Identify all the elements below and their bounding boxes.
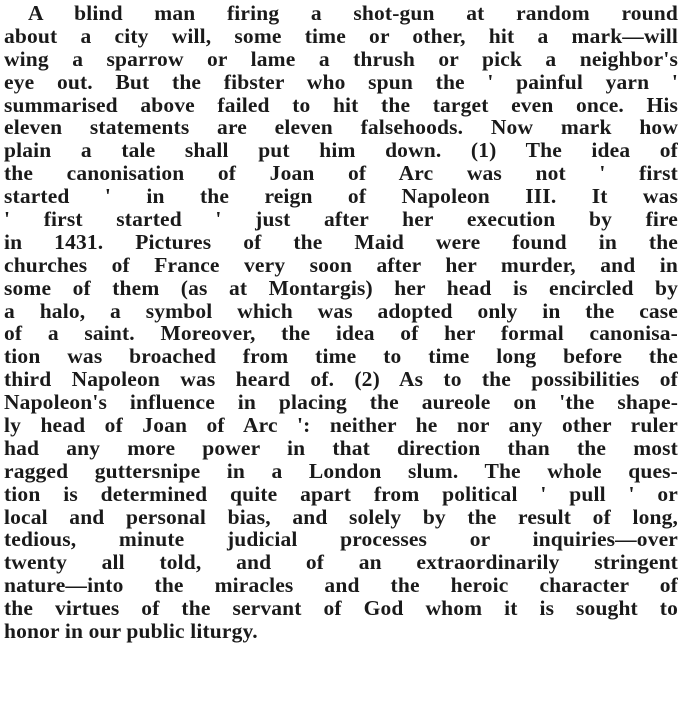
article-line: ' first started ' just after her execution by fire [4,207,678,232]
article-line: in 1431. Pictures of the Maid were found in the [4,229,678,254]
article-line: had any more power in that direction than the most [4,435,678,460]
article-line: ragged guttersnipe in a London slum. The whole ques- [4,458,678,483]
article-column [4,2,678,643]
article-line: some of them (as at Montargis) her head is encircled by [4,275,678,300]
article-line: about a city will, some time or other, hit a mark—will [4,23,678,48]
article-line: eleven statements are eleven falsehoods. Now mark how [4,115,678,140]
article-line: eye out. But the fibster who spun the ' painful yarn ' [4,69,678,94]
article-line: wing a sparrow or lame a thrush or pick a neighbor's [4,46,678,71]
article-line: A blind man firing a shot-gun at random round [28,1,678,25]
article-line: tedious, minute judicial processes or inquiries—over [4,527,678,552]
article-line: ly head of Joan of Arc ': neither he nor any other ruler [4,413,678,438]
article-line: of a saint. Moreover, the idea of her formal canonisa- [4,321,678,346]
article-line: churches of France very soon after her murder, and in [4,252,678,277]
article-line: twenty all told, and of an extraordinarily stringent [4,550,678,575]
article-line: tion was broached from time to time long before the [4,344,678,369]
article-line: tion is determined quite apart from political ' pull ' or [4,481,678,506]
article-line: nature—into the miracles and the heroic character of [4,573,678,598]
article-line: the canonisation of Joan of Arc was not ' first [4,161,678,186]
article-line: started ' in the reign of Napoleon III. It was [4,184,678,209]
article-line: the virtues of the servant of God whom it is sought to [4,596,678,621]
article-line: a halo, a symbol which was adopted only in the case [4,298,678,323]
article-line: plain a tale shall put him down. (1) The idea of [4,138,678,163]
article-line: Napoleon's influence in placing the aureole on 'the shape- [4,390,678,415]
article-line: honor in our public liturgy. [4,619,258,644]
article-line: third Napoleon was heard of. (2) As to the possibilities of [4,367,678,392]
article-line: summarised above failed to hit the target even once. His [4,92,678,117]
article-line: local and personal bias, and solely by the result of long, [4,504,678,529]
